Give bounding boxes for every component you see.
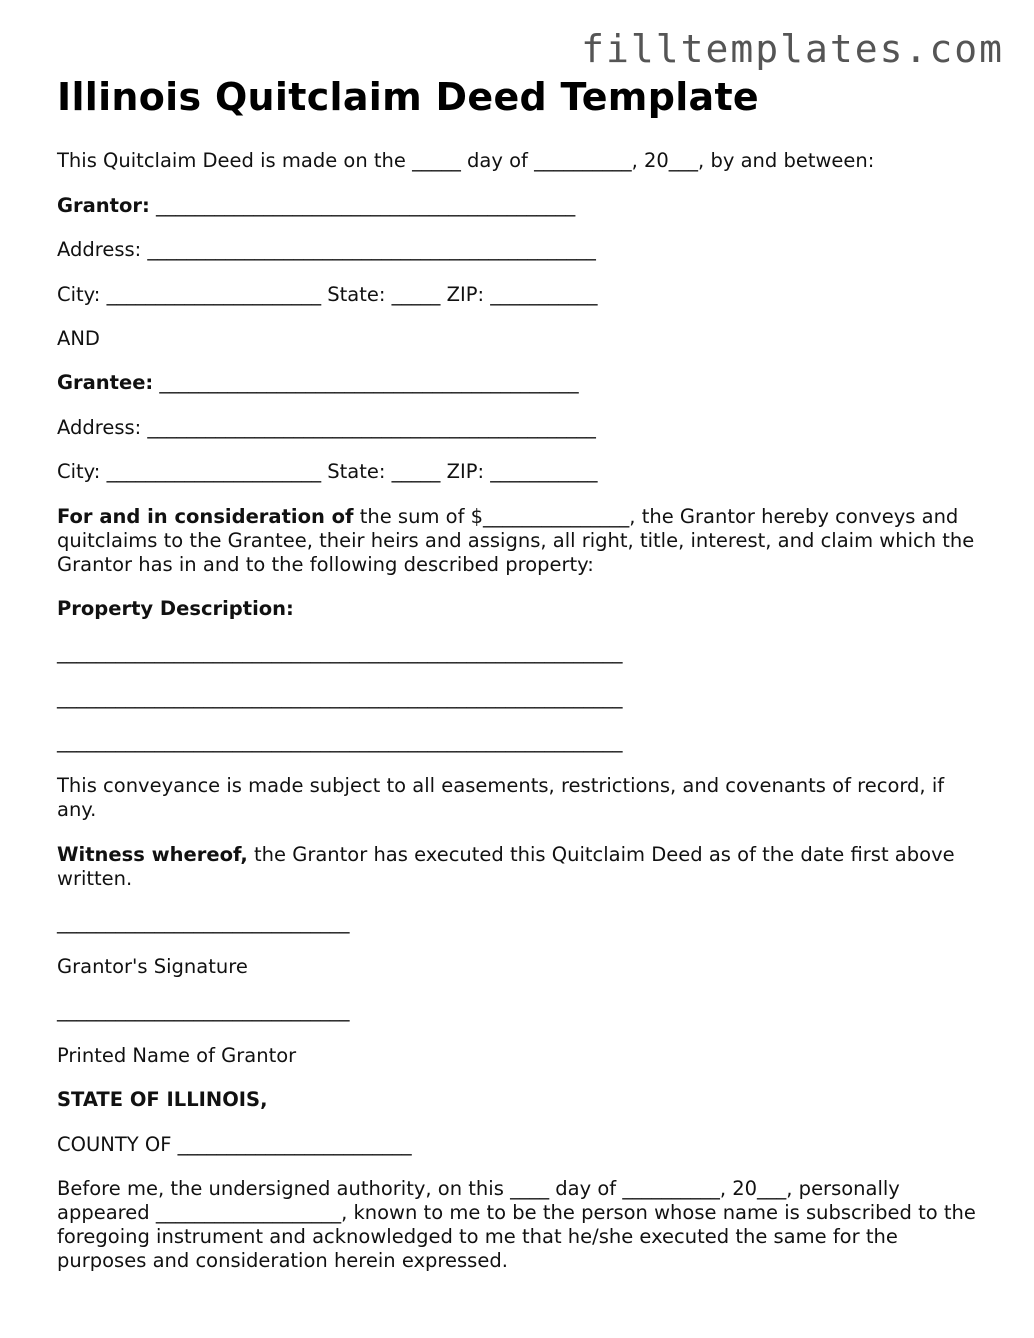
property-description-label: Property Description:	[57, 597, 294, 620]
grantor-label: Grantor:	[57, 194, 150, 217]
property-line: __________________________________________________________	[57, 641, 623, 664]
conveyance-paragraph: This conveyance is made subject to all easements, restrictions, and covenants of record, if any.	[57, 774, 951, 821]
notary-paragraph: Before me, the undersigned authority, on this ____ day of __________, 20___, personally appeared ___________________, known to me to be the person whose name is subscribed to the foregoing instrument and acknowledged to me that he/she executed the same for the purposes and consideration herein expressed.	[57, 1177, 983, 1272]
grantor-address-line: Address: ______________________________________________	[57, 238, 596, 261]
grantee-address-line: Address: ______________________________________________	[57, 416, 596, 439]
witness-text: the Grantor has executed this Quitclaim Deed as of the date first above written.	[57, 843, 961, 890]
property-line: __________________________________________________________	[57, 686, 623, 709]
county-line: COUNTY OF ________________________	[57, 1133, 412, 1156]
signature-line: ______________________________	[57, 911, 350, 934]
site-watermark: filltemplates.com	[581, 27, 1004, 71]
consideration-paragraph	[57, 505, 987, 577]
signature-label: Grantor's Signature	[57, 955, 248, 978]
consideration-bold: For and in consideration of	[57, 505, 354, 528]
grantee-label: Grantee:	[57, 371, 154, 394]
state-heading: STATE OF ILLINOIS,	[57, 1088, 268, 1111]
grantor-name-line	[57, 194, 575, 218]
printed-name-label: Printed Name of Grantor	[57, 1044, 297, 1067]
grantee-city-line: City: ______________________ State: _____ ZIP: ___________	[57, 460, 598, 483]
and-separator: AND	[57, 327, 100, 350]
grantor-city-line: City: ______________________ State: _____ ZIP: ___________	[57, 283, 598, 306]
printed-name-line: ______________________________	[57, 999, 350, 1022]
property-line: __________________________________________________________	[57, 730, 623, 753]
grantee-name-blank: ___________________________________________	[153, 371, 579, 394]
consideration-text: the sum of $_______________, the Grantor hereby conveys and quitclaims to the Grantee, their heirs and assigns, all right, title, interest, and claim which the Grantor has in and to the following described property:	[57, 505, 981, 576]
document-title: Illinois Quitclaim Deed Template	[57, 75, 760, 119]
witness-bold: Witness whereof,	[57, 843, 248, 866]
intro-text: This Quitclaim Deed is made on the _____ day of __________, 20___, by and between:	[57, 149, 875, 172]
deed-document	[57, 74, 987, 1272]
witness-paragraph	[57, 843, 987, 891]
grantee-name-line	[57, 371, 579, 395]
grantor-name-blank: ___________________________________________	[149, 194, 576, 217]
